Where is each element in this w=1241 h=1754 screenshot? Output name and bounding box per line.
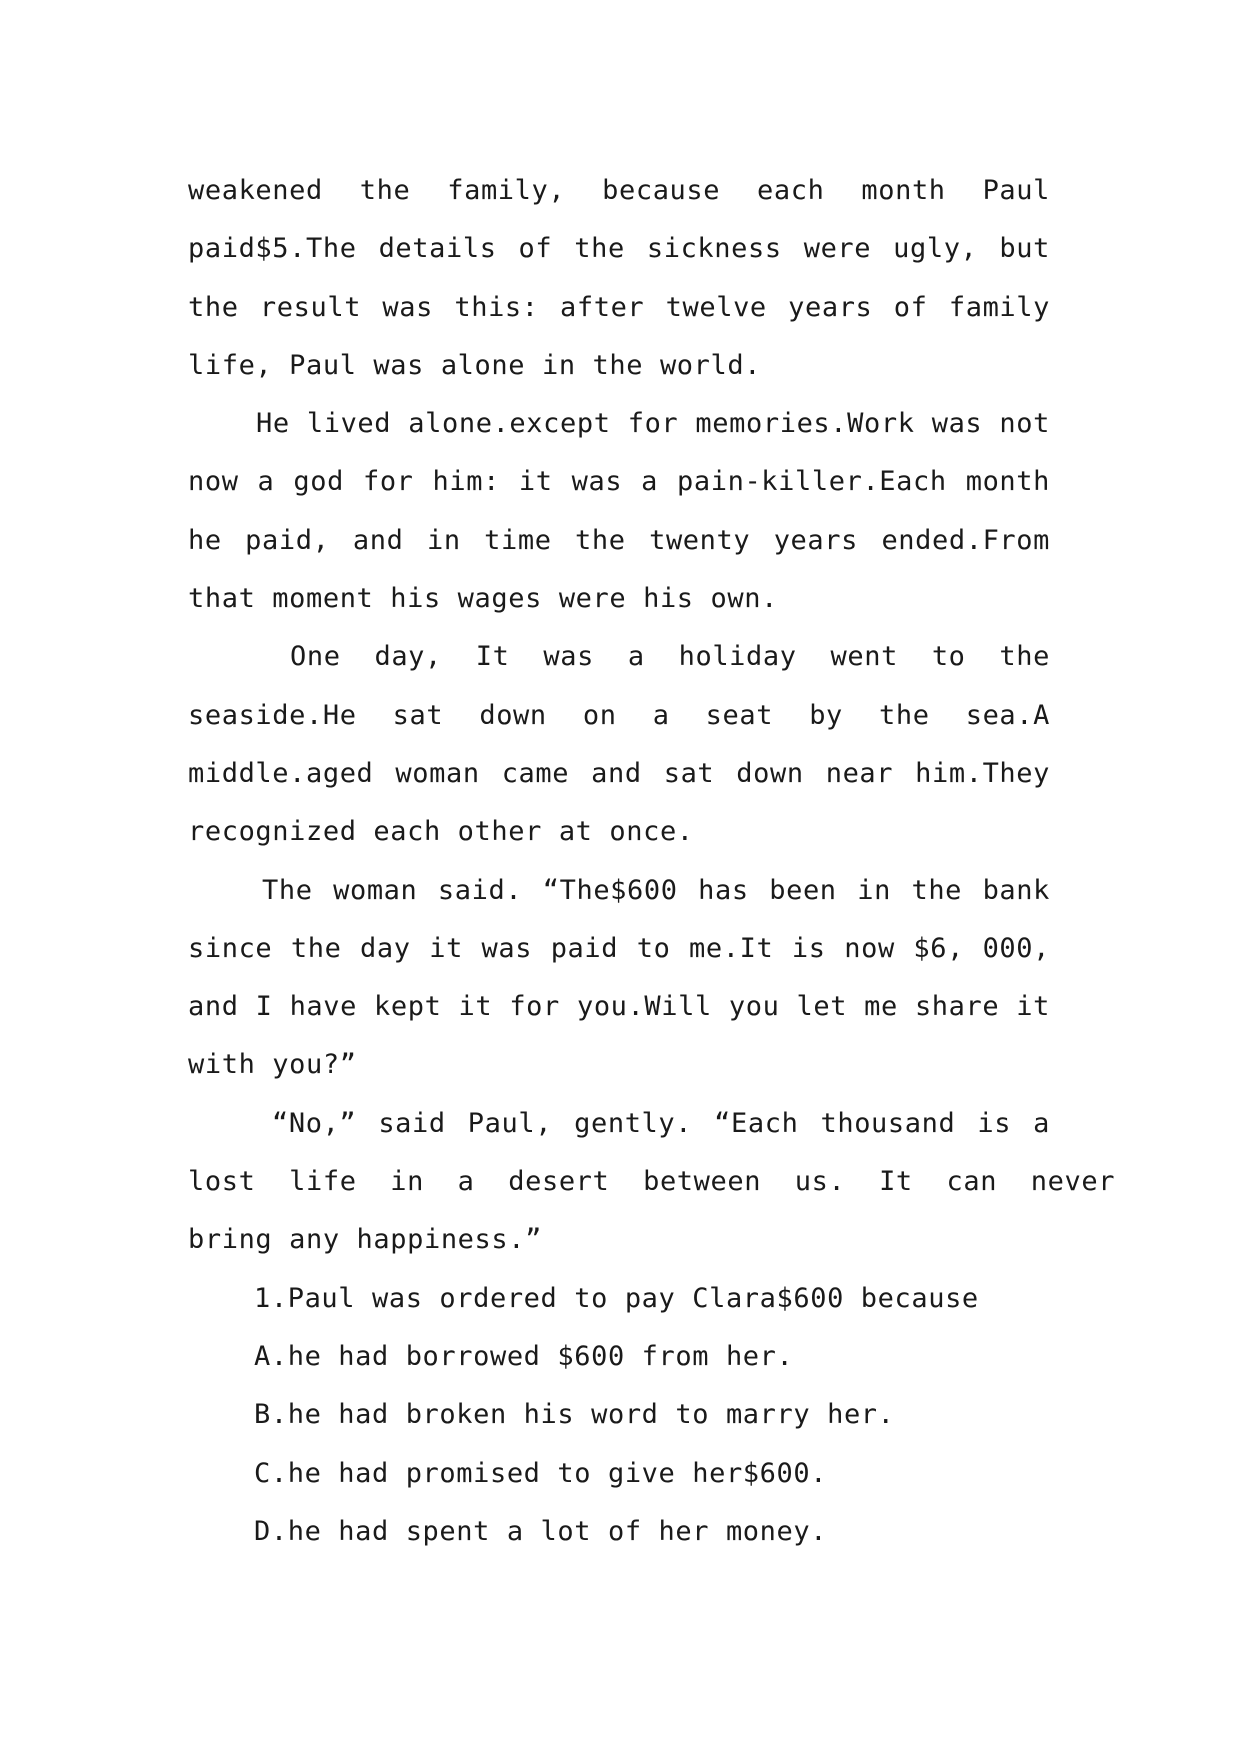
answer-option-a: A.he had borrowed $600 from her. [254, 1340, 794, 1372]
text-line: One day, It was a holiday went to the [290, 641, 1050, 673]
text-line: seaside.He sat down on a seat by the sea.A [188, 699, 1050, 731]
text-line: since the day it was paid to me.It is now $6, 000, [188, 932, 1050, 964]
text-line: that moment his wages were his own. [188, 583, 778, 615]
text-line: He lived alone.except for memories.Work was not [256, 408, 1050, 440]
text-line: recognized each other at once. [188, 816, 694, 848]
text-line: life, Paul was alone in the world. [188, 349, 762, 381]
text-line: and I have kept it for you.Will you let me share it [188, 991, 1050, 1023]
text-line: weakened the family, because each month Paul [188, 175, 1050, 206]
text-line: lost life in a desert between us. It can never [188, 1166, 1116, 1198]
text-line: “No,” said Paul, gently. “Each thousand is a [272, 1107, 1050, 1139]
text-line: bring any happiness.” [188, 1224, 542, 1256]
text-line: The woman said. “The$600 has been in the bank [262, 874, 1050, 906]
answer-option-b: B.he had broken his word to marry her. [254, 1399, 895, 1431]
question-text: 1.Paul was ordered to pay Clara$600 because [254, 1282, 979, 1314]
text-line: paid$5.The details of the sickness were ugly, but [188, 233, 1050, 265]
text-line: now a god for him: it was a pain-killer.Each month [188, 466, 1050, 498]
answer-option-d: D.he had spent a lot of her money. [254, 1515, 828, 1547]
answer-option-c: C.he had promised to give her$600. [254, 1457, 828, 1489]
text-line: the result was this: after twelve years of family [188, 291, 1050, 323]
text-line: with you?” [188, 1049, 357, 1081]
text-line: middle.aged woman came and sat down near him.They [188, 757, 1050, 789]
document-page [188, 162, 1116, 1561]
text-line: he paid, and in time the twenty years ended.From [188, 524, 1050, 556]
